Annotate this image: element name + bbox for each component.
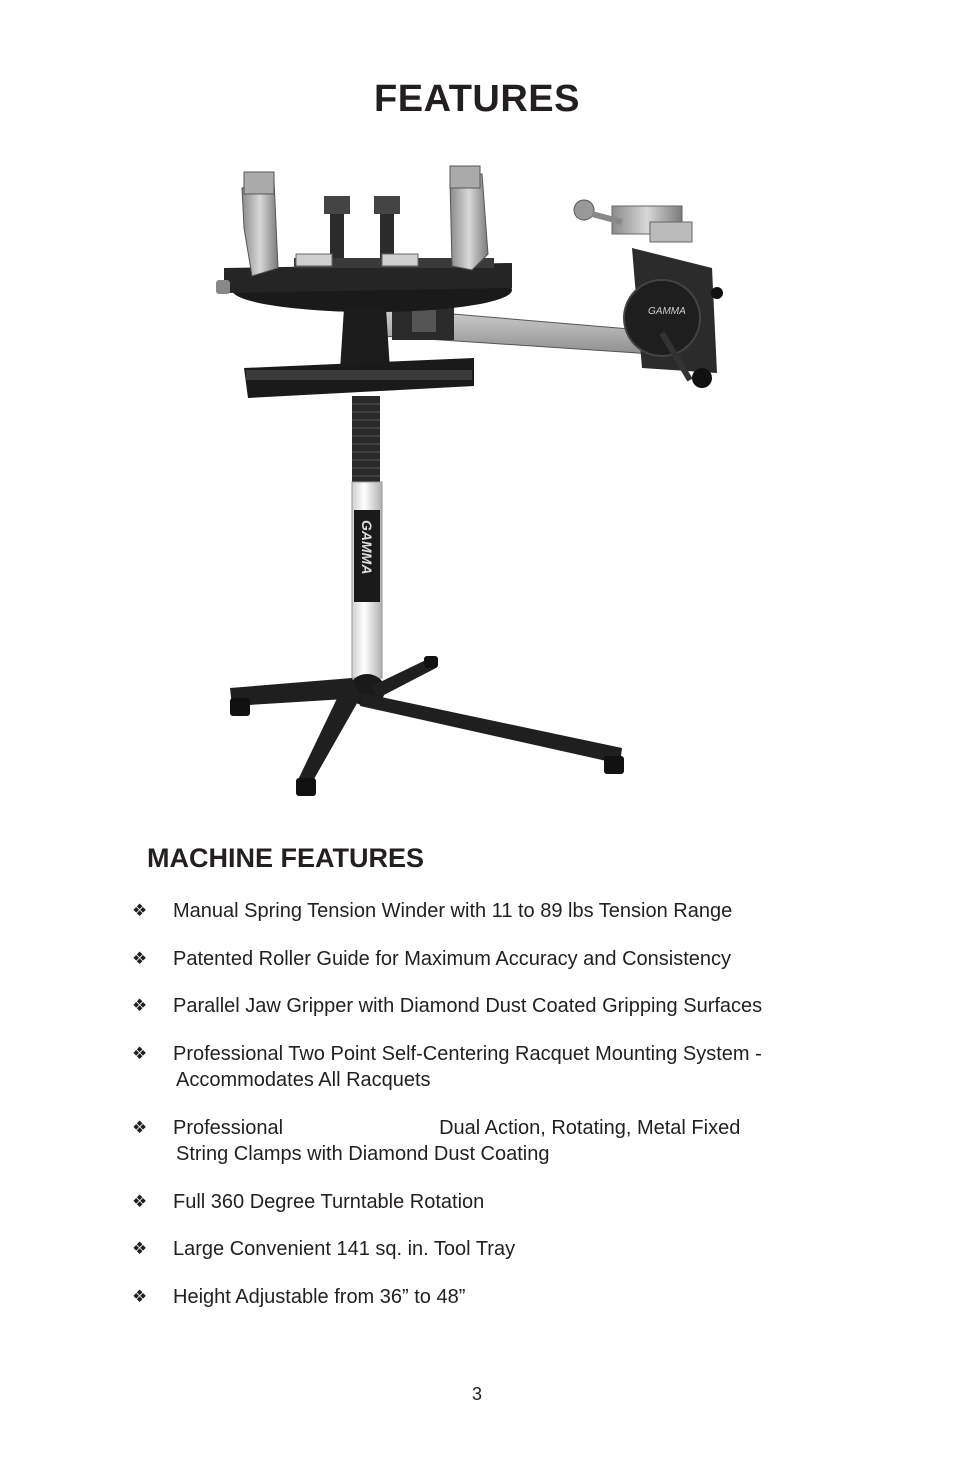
bullet-icon: ❖ bbox=[132, 1044, 148, 1063]
feature-text-line1: Professional Two Point Self-Centering Racquet Mounting System - bbox=[173, 1043, 762, 1065]
feature-text-line2: String Clamps with Diamond Dust Coating bbox=[176, 1143, 550, 1165]
stringing-machine-photo bbox=[212, 158, 732, 808]
feature-text: Patented Roller Guide for Maximum Accuracy and Consistency bbox=[173, 948, 732, 970]
feature-text: Full 360 Degree Turntable Rotation bbox=[173, 1191, 485, 1213]
feature-text bbox=[173, 1115, 853, 1167]
section-title: MACHINE FEATURES bbox=[147, 843, 425, 873]
bullet-icon: ❖ bbox=[132, 1192, 148, 1211]
bullet-icon: ❖ bbox=[132, 1118, 148, 1137]
feature-text: Large Convenient 141 sq. in. Tool Tray bbox=[173, 1238, 516, 1260]
page-number: 3 bbox=[471, 1384, 482, 1404]
bullet-icon: ❖ bbox=[132, 1287, 148, 1306]
bullet-icon: ❖ bbox=[132, 949, 148, 968]
feature-text-line1a: Professional bbox=[173, 1117, 284, 1139]
feature-text: Parallel Jaw Gripper with Diamond Dust Coated Gripping Surfaces bbox=[173, 995, 763, 1017]
page-title: FEATURES bbox=[374, 78, 580, 120]
feature-text: Manual Spring Tension Winder with 11 to 89 lbs Tension Range bbox=[173, 900, 733, 922]
bullet-icon: ❖ bbox=[132, 996, 148, 1015]
bullet-icon: ❖ bbox=[132, 901, 148, 920]
tensioner-brand-label: GAMMA bbox=[648, 306, 686, 317]
feature-text-line1b: Dual Action, Rotating, Metal Fixed bbox=[439, 1117, 741, 1139]
feature-text-line2: Accommodates All Racquets bbox=[176, 1069, 431, 1091]
bullet-icon: ❖ bbox=[132, 1239, 148, 1258]
pole-brand-label: GAMMA bbox=[359, 520, 375, 575]
feature-text bbox=[173, 1041, 853, 1093]
feature-text: Height Adjustable from 36” to 48” bbox=[173, 1286, 466, 1308]
